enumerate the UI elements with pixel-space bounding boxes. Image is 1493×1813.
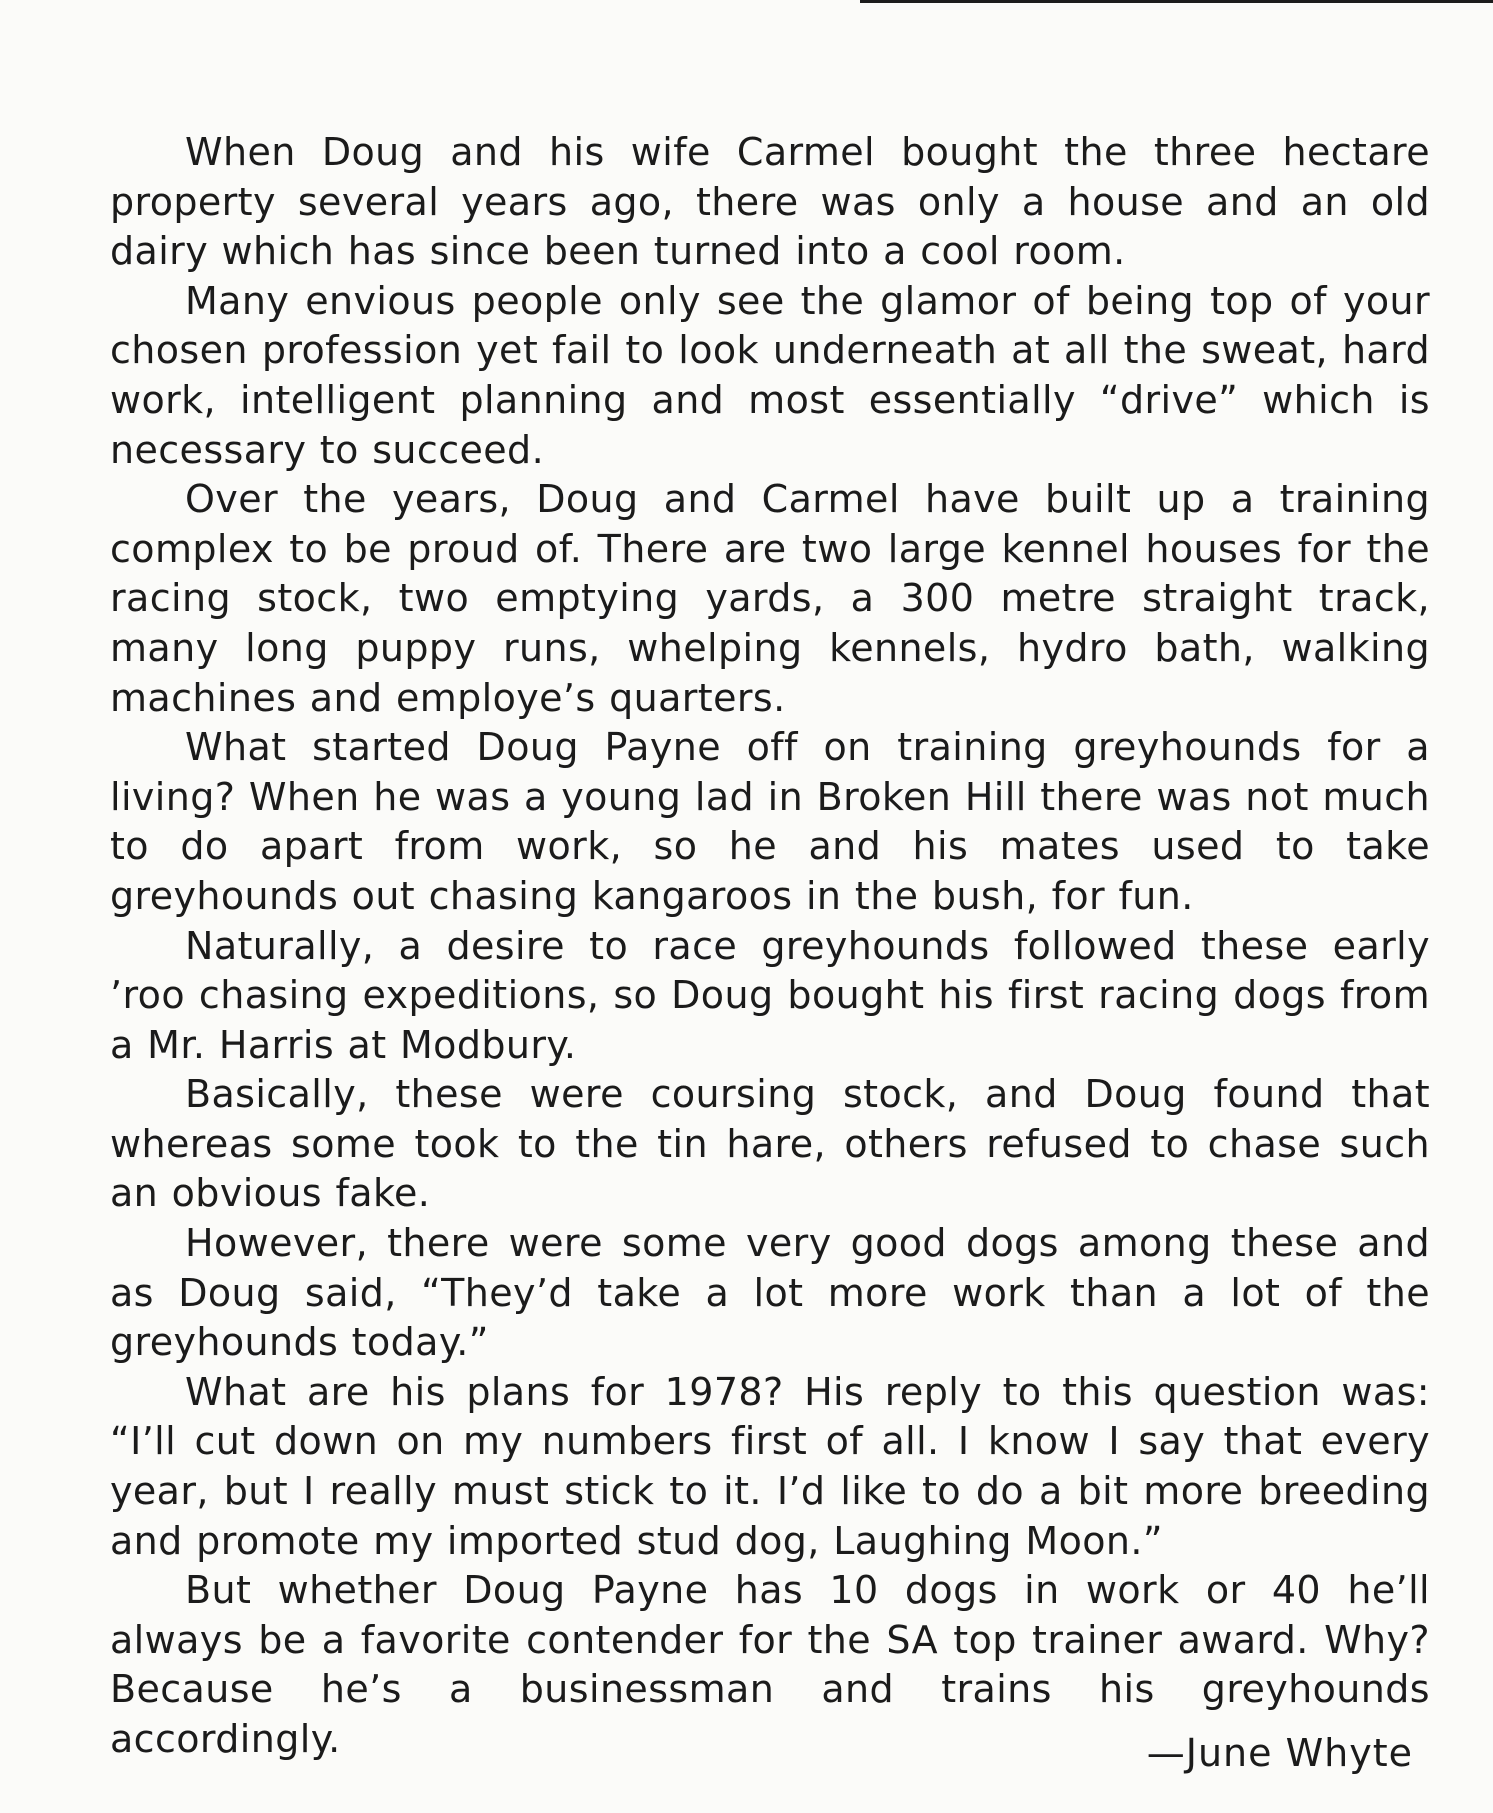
paragraph-conclusion: But whether Doug Payne has 10 dogs in work or 40 he’ll always be a favorite contender for the SA top trainer award. Why? Because he’s a businessman and trains his greyhounds accordingly. bbox=[110, 1568, 1430, 1761]
article-body bbox=[110, 128, 1430, 1765]
paragraph-envious-people: Many envious people only see the glamor of being top of your chosen profession yet fail to look underneath at all the sweat, hard work, intelligent planning and most essentially “drive” which is necessary to succeed. bbox=[110, 278, 1430, 472]
author-byline: —June Whyte bbox=[1146, 1731, 1413, 1775]
paragraph-plans-1978: What are his plans for 1978? His reply to this question was: “I’ll cut down on my numbers first of all. I know I say that every year, but I really must stick to it. I’d like to do a bit more breeding and promote my imported stud dog, Laughing Moon.” bbox=[110, 1369, 1430, 1563]
paragraph-coursing-stock: Basically, these were coursing stock, and Doug found that whereas some took to the tin hare, others refused to chase such an obvious fake. bbox=[110, 1072, 1430, 1216]
top-rule-divider bbox=[860, 0, 1493, 3]
paragraph-first-dogs: Naturally, a desire to race greyhounds followed these early ’roo chasing expeditions, so Doug bought his first racing dogs from a Mr. Harris at Modbury. bbox=[110, 923, 1430, 1067]
paragraph-property: When Doug and his wife Carmel bought the three hectare property several years ago, there was only a house and an old dairy which has since been turned into a cool room. bbox=[110, 130, 1430, 274]
paragraph-good-dogs: However, there were some very good dogs among these and as Doug said, “They’d take a lot more work than a lot of the greyhounds today.” bbox=[110, 1221, 1430, 1365]
paragraph-origins: What started Doug Payne off on training greyhounds for a living? When he was a young lad in Broken Hill there was not much to do apart from work, so he and his mates used to take greyhounds out chasing kangaroos in the bush, for fun. bbox=[110, 725, 1430, 918]
paragraph-training-complex: Over the years, Doug and Carmel have built up a training complex to be proud of. There are two large kennel houses for the racing stock, two emptying yards, a 300 metre straight track, many long puppy runs, whelping kennels, hydro bath, walking machines and employe’s quarters. bbox=[110, 477, 1430, 720]
